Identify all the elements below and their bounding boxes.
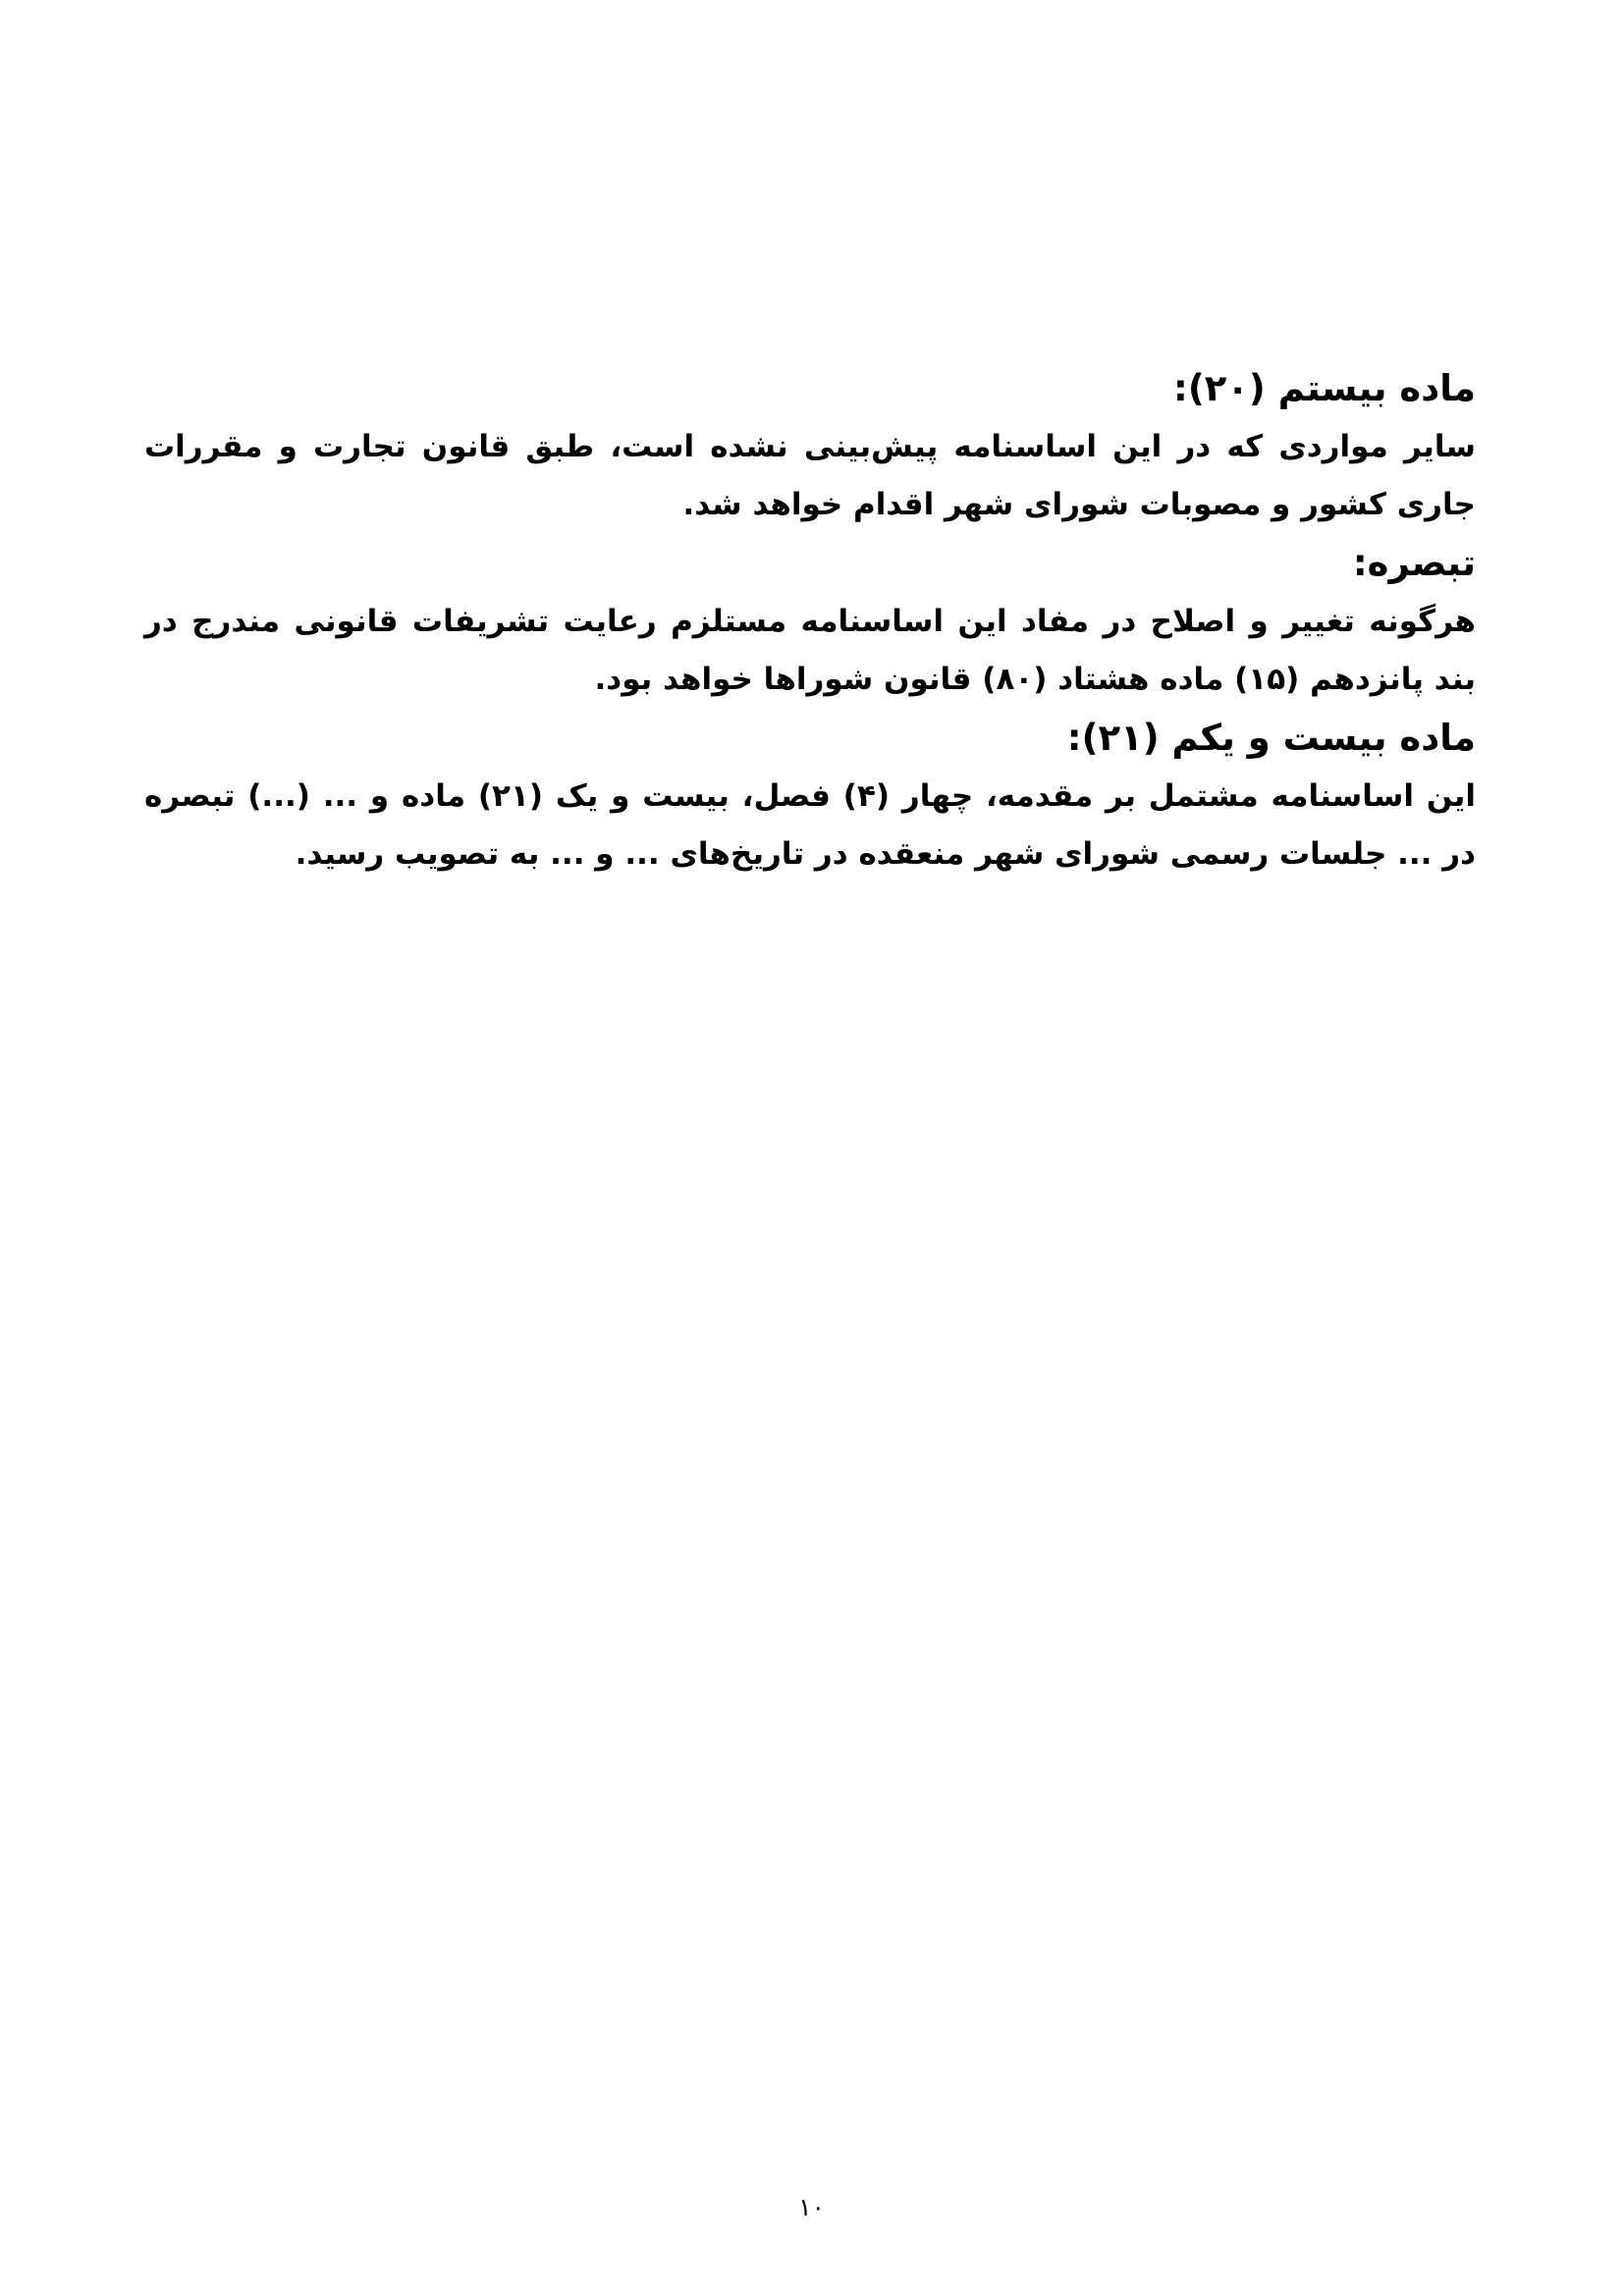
note-paragraph: هرگونه تغییر و اصلاح در مفاد این اساسنامه مستلزم رعایت تشریفات قانونی مندرج در بند پانزدهم (۱۵) ماده هشتاد (۸۰) قانون شوراها خواهد بود.: [144, 604, 1476, 697]
page-number: ۱۰: [798, 2193, 825, 2221]
document-body: [144, 359, 1476, 883]
note-heading: تبصره:: [1352, 542, 1476, 584]
article-20-heading: ماده بیستم (۲۰):: [1173, 367, 1476, 409]
article-20-paragraph: سایر مواردی که در این اساسنامه پیش‌بینی نشده است، طبق قانون تجارت و مقررات جاری کشور و مصوبات شورای شهر اقدام خواهد شد.: [144, 429, 1476, 522]
article-21-heading: ماده بیست و یکم (۲۱):: [1066, 717, 1476, 759]
article-21-paragraph: این اساسنامه مشتمل بر مقدمه، چهار (۴) فصل، بیست و یک (۲۱) ماده و ... (...) تبصره در ... جلسات رسمی شورای شهر منعقده در تاریخ‌های ... و ... به تصویب رسید.: [144, 778, 1476, 872]
